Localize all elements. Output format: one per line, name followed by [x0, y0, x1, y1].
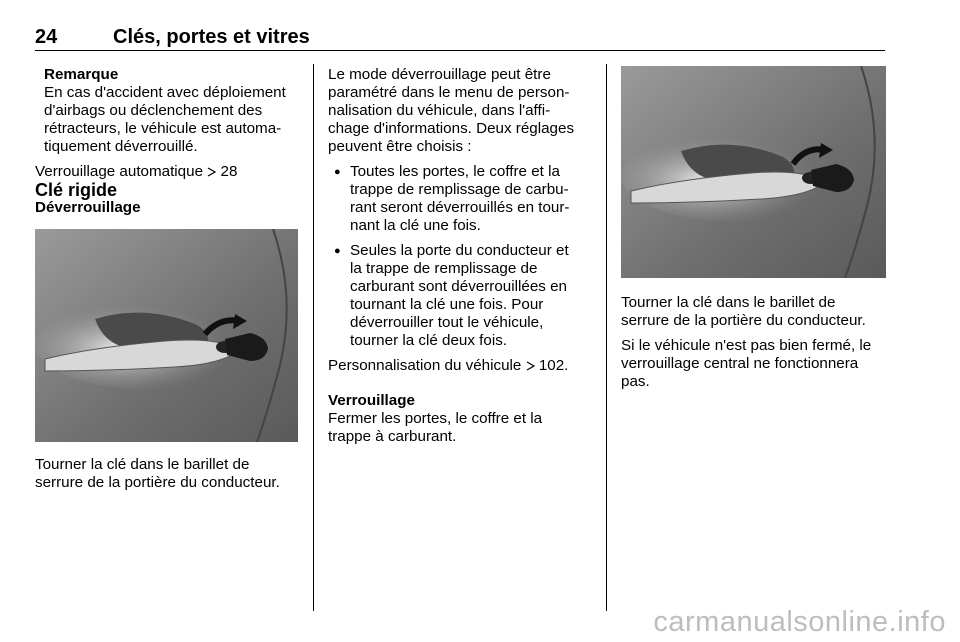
intro-line: paramétré dans le menu de person-	[328, 84, 570, 101]
personalisation-page: 102.	[538, 357, 569, 374]
intro-line: Le mode déverrouillage peut être	[328, 66, 551, 83]
page-header	[35, 24, 885, 51]
list-item-line: tournant la clé une fois. Pour	[350, 296, 544, 313]
remark-line: rétracteurs, le véhicule est automa-	[44, 120, 282, 137]
intro-line: nalisation du véhicule, dans l'affi-	[328, 102, 551, 119]
list-item-line: la trappe de remplissage de	[350, 260, 538, 277]
list-item	[328, 242, 593, 350]
list-item-line: ● Toutes les portes, le coffre et la	[350, 163, 560, 180]
auto-lock-text: Verrouillage automatique	[35, 163, 204, 180]
page-reference-arrow-icon	[207, 167, 216, 177]
list-item	[328, 163, 593, 235]
figure-caption-line: serrure de la portière du conducteur.	[35, 474, 280, 491]
note-line: verrouillage central ne fonctionnera	[621, 355, 859, 372]
auto-lock-page: 28	[220, 163, 238, 180]
column-3	[621, 66, 893, 391]
remark-line: d'airbags ou déclenchement des	[44, 102, 263, 119]
lock-line: trappe à carburant.	[328, 428, 457, 445]
figure-caption-line: Tourner la clé dans le barillet de	[35, 456, 250, 473]
remark-line: En cas d'accident avec déploiement	[44, 84, 286, 101]
list-item-line: carburant sont déverrouillées en	[350, 278, 567, 295]
list-item-line: nant la clé une fois.	[350, 217, 481, 234]
column-2	[328, 66, 593, 446]
figure-caption-line: serrure de la portière du conducteur.	[621, 312, 866, 329]
list-item-line: ● Seules la porte du conducteur et	[350, 242, 569, 259]
lock-line: Fermer les portes, le coffre et la	[328, 410, 543, 427]
watermark: carmanualsonline.info	[653, 606, 946, 638]
page-reference-arrow-icon	[526, 361, 535, 371]
door-handle-key-drawing	[621, 66, 886, 278]
column-divider-left	[313, 64, 314, 611]
personalisation-text: Personnalisation du véhicule	[328, 357, 522, 374]
auto-lock-reference[interactable]	[35, 163, 305, 181]
illustration-door-handle-key-1	[35, 229, 298, 442]
illustration-door-handle-key-2	[621, 66, 886, 278]
intro-line: chage d'informations. Deux réglages	[328, 120, 575, 137]
note-line: Si le véhicule n'est pas bien fermé, le	[621, 337, 872, 354]
list-item-line: rant seront déverrouillés en tour-	[350, 199, 570, 216]
column-divider-right	[606, 64, 607, 611]
note-line: pas.	[621, 373, 650, 390]
intro-line: peuvent être choisis :	[328, 138, 472, 155]
page-number: 24	[35, 26, 58, 48]
list-item-line: tourner la clé deux fois.	[350, 332, 508, 349]
figure-caption-line: Tourner la clé dans le barillet de	[621, 294, 836, 311]
list-item-line: trappe de remplissage de carbu-	[350, 181, 569, 198]
remark-line: tiquement déverrouillé.	[44, 138, 198, 155]
list-item-line: déverrouiller tout le véhicule,	[350, 314, 544, 331]
remark-box	[35, 66, 305, 156]
remark-title: Remarque	[44, 66, 119, 83]
personalisation-reference[interactable]	[328, 357, 593, 375]
page-title: Clés, portes et vitres	[113, 26, 310, 48]
column-1	[35, 66, 305, 492]
door-handle-key-drawing	[35, 229, 298, 442]
subheading-deverrouillage: Déverrouillage	[35, 199, 141, 216]
settings-list	[328, 163, 593, 350]
subheading-verrouillage: Verrouillage	[328, 392, 415, 409]
section-heading-cle-rigide: Clé rigide	[35, 180, 118, 200]
